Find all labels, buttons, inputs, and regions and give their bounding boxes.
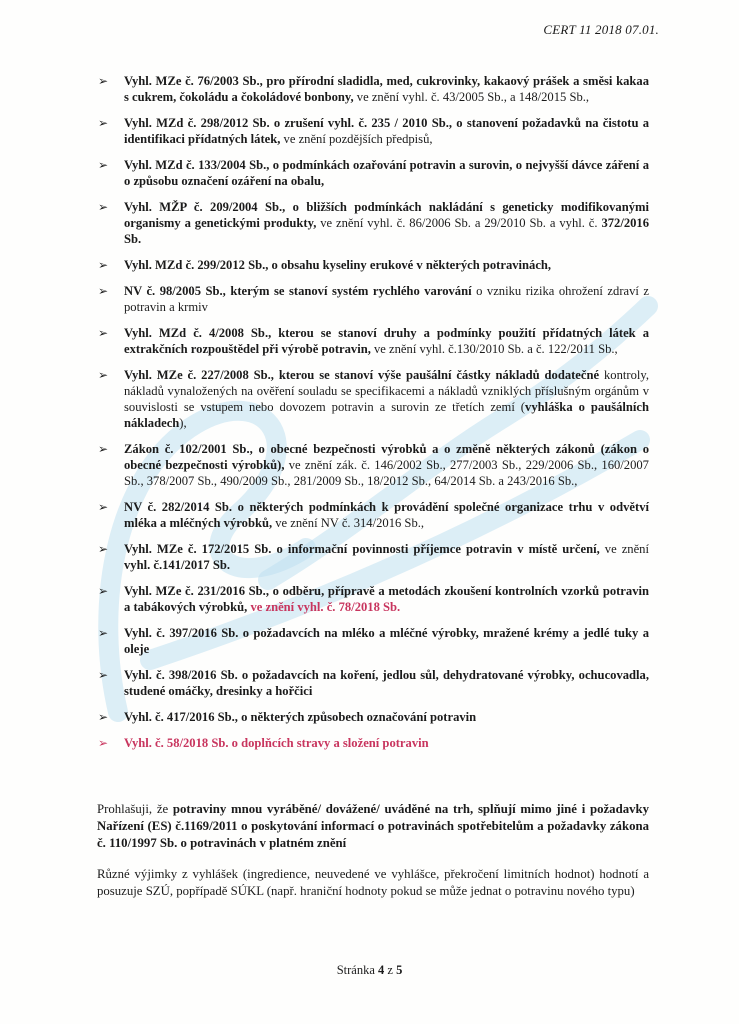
text-segment: Vyhl. MZe č. 227/2008 Sb., kterou se stanoví výše paušální částky nákladů dodatečné — [124, 367, 600, 382]
text-segment: potraviny mnou vyráběné/ dovážené/ uváděné na trh, splňují mimo jiné i požadavky Nařízení (ES) č.1169/2011 o poskytování informací o potravinách spotřebitelům a požadavky zákona č. 110/1997 Sb. o potravinách v platném znění — [97, 802, 650, 850]
regulation-text — [124, 442, 649, 488]
text-segment: Vyhl. č. 397/2016 Sb. o požadavcích na mléko a mléčné výrobky, mražené krémy a jedlé tuky a oleje — [124, 625, 649, 656]
text-segment: Různé výjimky z vyhlášek (ingredience, neuvedené ve vyhlášce, překročení limitních hodnot) hodnotí a posuzuje SZÚ, popřípadě SÚKL (např. hraniční hodnoty pokud se může jednat o potravinu nového typu) — [97, 867, 649, 898]
regulation-item — [97, 668, 649, 700]
arrow-bullet-icon: ➢ — [98, 441, 109, 456]
text-segment: Vyhl. MZd č. 299/2012 Sb., o obsahu kyseliny erukové v některých potravinách, — [124, 257, 552, 272]
arrow-bullet-icon: ➢ — [98, 115, 109, 130]
regulation-item — [97, 442, 649, 490]
text-segment: Vyhl. MZd č. 133/2004 Sb., o podmínkách ozařování potravin a surovin, o nejvyšší dávce záření a o způsobu označení ozáření na obalu, — [124, 157, 649, 188]
arrow-bullet-icon: ➢ — [98, 283, 109, 298]
regulation-item — [97, 258, 649, 274]
regulation-text — [124, 626, 649, 656]
text-segment: NV č. 282/2014 Sb. o některých podmínkách k provádění společné organizace trhu v odvětví mléka a mléčných výrobků, — [124, 499, 649, 530]
regulation-text — [124, 710, 476, 724]
regulation-text — [124, 326, 649, 356]
text-segment: ve znění vyhl. č. 43/2005 Sb., a 148/2015 Sb., — [353, 89, 590, 104]
arrow-bullet-icon: ➢ — [98, 257, 109, 272]
text-segment: Vyhl. č. 58/2018 Sb. o doplňcích stravy a složení potravin — [124, 735, 429, 750]
regulation-item — [97, 736, 649, 752]
text-segment: ve znění vyhl. č. 78/2018 Sb. — [247, 599, 401, 614]
arrow-bullet-icon: ➢ — [98, 625, 109, 640]
arrow-bullet-icon: ➢ — [98, 499, 109, 514]
text-segment: o vzniku rizika ohrožení zdraví z potravin a krmiv — [124, 283, 649, 314]
text-segment: Vyhl. č. 398/2016 Sb. o požadavcích na koření, jedlou sůl, dehydratované výrobky, ochucovadla, studené omáčky, dresinky a hořčici — [124, 667, 649, 698]
arrow-bullet-icon: ➢ — [98, 709, 109, 724]
regulation-text — [124, 74, 649, 104]
text-segment: vyhl. č.141/2017 Sb. — [124, 557, 231, 572]
regulation-list — [97, 74, 649, 751]
regulation-text — [124, 116, 649, 146]
regulation-text — [124, 200, 649, 246]
regulation-text — [124, 736, 429, 750]
text-segment: Vyhl. MZd č. 4/2008 Sb., kterou se stanoví druhy a podmínky použití přídatných látek a extrakčních rozpouštědel při výrobě potravin, — [124, 325, 649, 356]
regulation-item — [97, 710, 649, 726]
text-segment: Prohlašuji, že — [97, 802, 173, 817]
arrow-bullet-icon: ➢ — [98, 325, 109, 340]
regulation-item — [97, 116, 649, 148]
document-header: CERT 11 2018 07.01. — [543, 22, 659, 37]
text-segment: 4 — [378, 963, 385, 977]
text-segment: ve znění zák. č. 146/2002 Sb., 277/2003 Sb., 229/2006 Sb., 160/2007 Sb., 378/2007 Sb., 490/2009 Sb., 281/2009 Sb., 18/2012 Sb., 64/2014 Sb. a 243/2016 Sb., — [124, 457, 649, 488]
arrow-bullet-icon: ➢ — [98, 367, 109, 382]
text-segment: Vyhl. MZe č. 76/2003 Sb., pro přírodní sladidla, med, cukrovinky, kakaový prášek a směsi kakaa s cukrem, čokoládu a čokoládové bonbony, — [124, 74, 649, 104]
text-segment: z — [384, 963, 397, 977]
regulation-text — [124, 158, 649, 188]
arrow-bullet-icon: ➢ — [98, 583, 109, 598]
text-segment: Stránka — [336, 963, 378, 977]
text-segment: 5 — [396, 963, 403, 977]
text-segment: ), — [179, 415, 187, 430]
text-segment: ve znění pozdějších předpisů, — [280, 131, 433, 146]
text-segment: ve znění NV č. 314/2016 Sb., — [272, 515, 425, 530]
arrow-bullet-icon: ➢ — [98, 74, 109, 88]
text-segment: Vyhl. MZe č. 172/2015 Sb. o informační povinnosti příjemce potravin v místě určení, — [124, 541, 600, 556]
paragraph — [97, 866, 649, 899]
regulation-item — [97, 500, 649, 532]
regulation-text — [124, 542, 649, 572]
regulation-text — [124, 584, 649, 614]
text-segment: NV č. 98/2005 Sb., kterým se stanoví systém rychlého varování — [124, 283, 472, 298]
arrow-bullet-icon: ➢ — [98, 157, 109, 172]
text-segment: Vyhl. MZe č. 231/2016 Sb., o odběru, přípravě a metodách zkoušení kontrolních vzorků potravin a tabákových výrobků, — [124, 583, 649, 614]
arrow-bullet-icon: ➢ — [98, 735, 109, 750]
text-segment: Vyhl. MZd č. 298/2012 Sb. o zrušení vyhl. č. 235 / 2010 Sb., o stanovení požadavků na čistotu a identifikaci přídatných látek, — [124, 115, 649, 146]
arrow-bullet-icon: ➢ — [98, 667, 109, 682]
regulation-item — [97, 200, 649, 248]
arrow-bullet-icon: ➢ — [98, 199, 109, 214]
paragraph — [97, 801, 649, 851]
regulation-text — [124, 258, 551, 272]
regulation-item — [97, 74, 649, 106]
regulation-text — [124, 284, 649, 314]
regulation-item — [97, 368, 649, 432]
text-segment: ve znění vyhl. č. 86/2006 Sb. a 29/2010 Sb. a vyhl. č. — [316, 215, 602, 230]
text-segment: vyhláška o paušálních nákladech — [124, 399, 649, 430]
regulation-item — [97, 542, 649, 574]
text-segment: Vyhl. č. 417/2016 Sb., o některých způsobech označování potravin — [124, 709, 477, 724]
regulation-item — [97, 626, 649, 658]
regulation-text — [124, 368, 649, 430]
regulation-item — [97, 158, 649, 190]
page-footer — [0, 963, 739, 978]
text-segment: ve znění — [599, 541, 649, 556]
text-segment: kontroly, nákladů vynaložených na ověření souladu se specifikacemi a nákladů vzniklých příslušným orgánům v souvislosti se vstupem nebo dovozem potravin a surovin ze třetích zemí ( — [124, 367, 649, 414]
regulation-text — [124, 668, 649, 698]
regulation-item — [97, 584, 649, 616]
text-segment: Zákon č. 102/2001 Sb., o obecné bezpečnosti výrobků a o změně některých zákonů (zákon o obecné bezpečnosti výrobků), — [124, 441, 649, 472]
regulation-text — [124, 500, 649, 530]
text-segment: Vyhl. MŽP č. 209/2004 Sb., o bližších podmínkách nakládání s geneticky modifikovanými organismy a genetickými produkty, — [124, 199, 649, 230]
text-segment: 372/2016 Sb. — [124, 215, 650, 246]
regulation-item — [97, 284, 649, 316]
arrow-bullet-icon: ➢ — [98, 541, 109, 556]
regulation-item — [97, 326, 649, 358]
declaration-paragraphs — [97, 801, 649, 899]
text-segment: ve znění vyhl. č.130/2010 Sb. a č. 122/2011 Sb., — [370, 341, 618, 356]
